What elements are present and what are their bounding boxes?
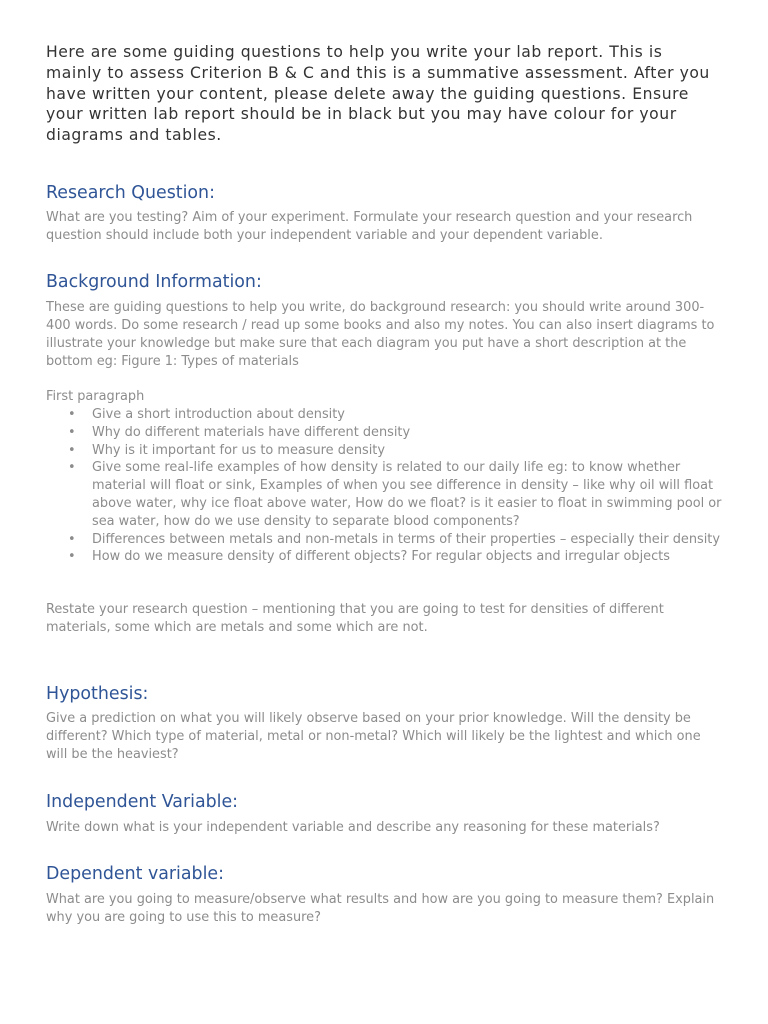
dependent-variable-guide: What are you going to measure/observe what results and how are you going to measure them? Explain why you are going to use this to measure? xyxy=(46,892,715,926)
bullet-item xyxy=(68,548,722,566)
hypothesis-guide: Give a prediction on what you will likely observe based on your prior knowledge. Will the density be different? Which type of material, metal or non-metal? Which will likely be the lightest and which one will be the heaviest? xyxy=(46,711,701,763)
document-page xyxy=(46,42,722,927)
bullet-item xyxy=(68,459,722,530)
bullet-text: Give some real-life examples of how density is related to our daily life eg: to know whether material will float or sink, Examples of when you see difference in density – like why oil will float above water, why ice float above water, How do we float? is it easier to float in swimming pool or sea water, how do we use density to separate blood components? xyxy=(92,460,722,529)
restate-research-question-guide: Restate your research question – mentioning that you are going to test for densities of different materials, some which are metals and some which are not. xyxy=(46,602,664,636)
bullet-item xyxy=(68,531,722,549)
first-paragraph-label: First paragraph xyxy=(46,388,145,404)
bullet-icon: • xyxy=(68,531,76,547)
bullet-icon: • xyxy=(68,460,76,476)
bullet-icon: • xyxy=(68,424,76,440)
bullet-icon: • xyxy=(68,406,76,422)
research-question-heading: Research Question: xyxy=(46,182,215,203)
bullet-text: Give a short introduction about density xyxy=(92,406,345,422)
intro-paragraph: Here are some guiding questions to help you write your lab report. This is mainly to assess Criterion B & C and this is a summative assessment. After you have written your content, please delete away the guiding questions. Ensure your written lab report should be in black but you may have colour for your diagrams and tables. xyxy=(46,43,710,145)
bullet-text: Differences between metals and non-metals in terms of their properties – especially their density xyxy=(92,531,720,547)
background-information-heading: Background Information: xyxy=(46,271,262,292)
background-information-guide: These are guiding questions to help you write, do background research: you should write around 300-400 words. Do some research / read up some books and also my notes. You can also insert diagrams to illustrate your knowledge but make sure that each diagram you put have a short description at the bottom eg: Figure 1: Types of materials xyxy=(46,299,715,369)
bullet-icon: • xyxy=(68,549,76,565)
independent-variable-guide: Write down what is your independent variable and describe any reasoning for these materials? xyxy=(46,820,660,836)
bullet-text: Why is it important for us to measure density xyxy=(92,442,385,458)
hypothesis-heading: Hypothesis: xyxy=(46,684,149,705)
bullet-item xyxy=(68,442,722,460)
bullet-icon: • xyxy=(68,442,76,458)
research-question-guide: What are you testing? Aim of your experiment. Formulate your research question and your research question should include both your independent variable and your dependent variable. xyxy=(46,209,693,243)
bullet-item xyxy=(68,406,722,424)
bullet-text: Why do different materials have different density xyxy=(92,424,411,440)
dependent-variable-heading: Dependent variable: xyxy=(46,864,224,885)
background-bullet-list xyxy=(46,406,722,566)
bullet-text: How do we measure density of different objects? For regular objects and irregular objects xyxy=(92,549,670,565)
bullet-item xyxy=(68,424,722,442)
independent-variable-heading: Independent Variable: xyxy=(46,792,239,813)
